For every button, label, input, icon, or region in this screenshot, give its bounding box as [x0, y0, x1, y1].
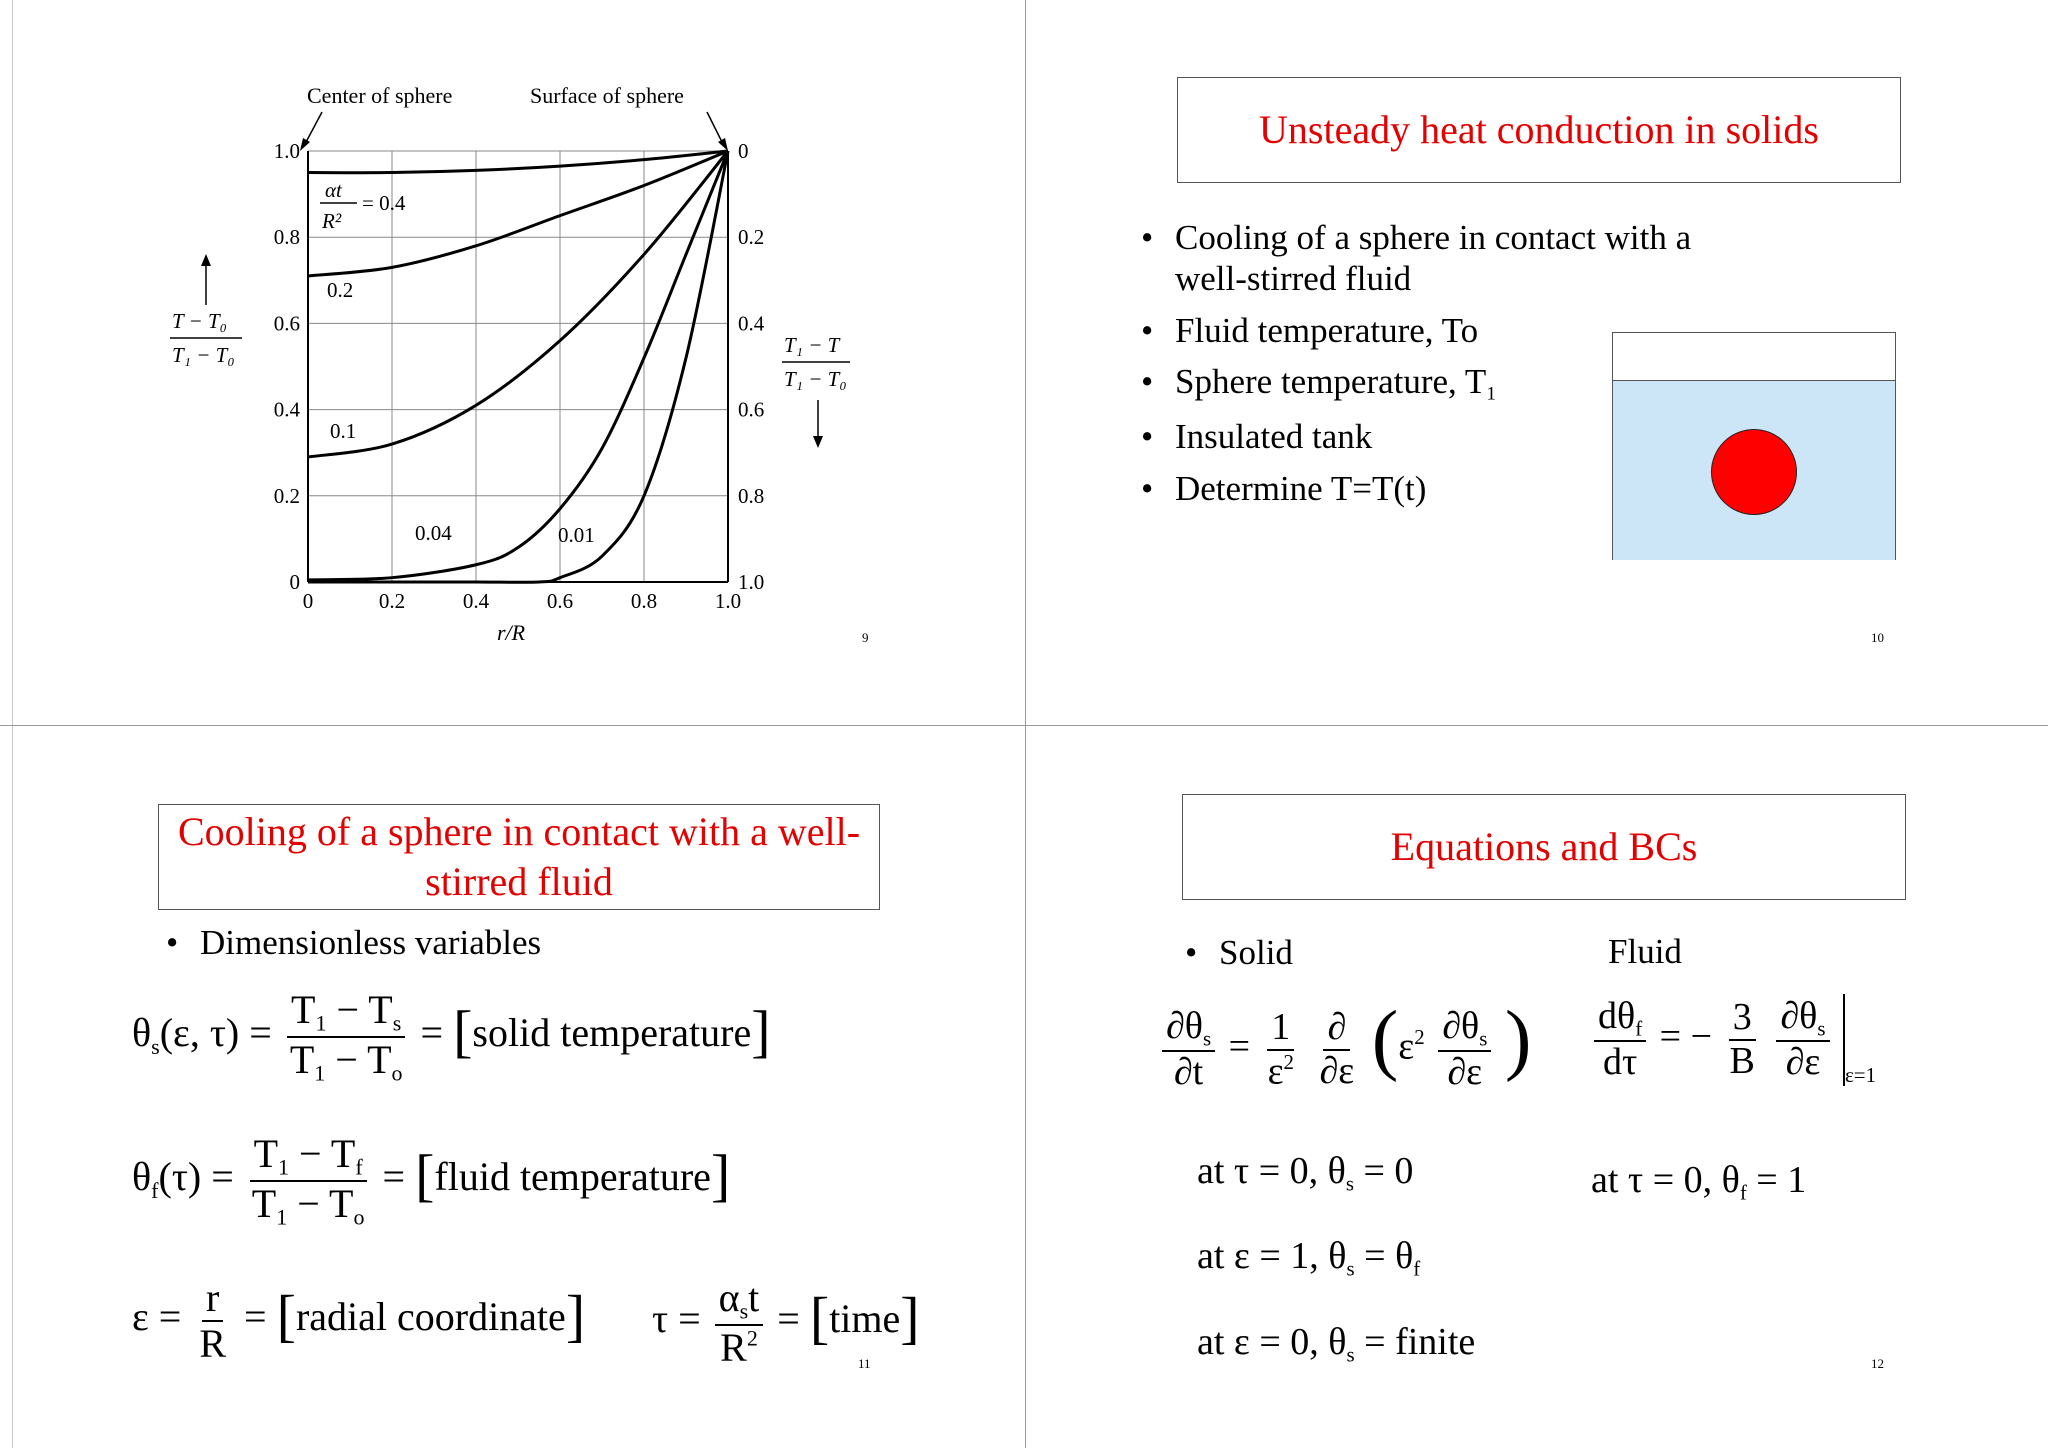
curve-label-0.04: 0.04 — [415, 521, 452, 545]
symbol: T — [253, 1131, 279, 1176]
page-number: 9 — [862, 630, 869, 645]
bullet-list — [166, 922, 766, 973]
bullet-item: • Insulated tank — [1141, 416, 1761, 457]
tau-symbol: τ = — [652, 1296, 701, 1342]
y-tick-label: 0.4 — [273, 397, 300, 422]
equation-fluid-temperature: $\theta_f(\tau)$ = $\frac{T_1 - T_f}{T_1 - T_o}$ = [fluid temperature] — [132, 1131, 731, 1230]
y2-tick-label: 0.6 — [738, 397, 765, 422]
left-axis-label-num: T − T₀ — [172, 309, 227, 333]
fluid-initial-condition: at τ = 0, $\theta_f = 1$ — [1591, 1159, 1807, 1205]
solid-initial-condition: at τ = 0, $\theta_s = 0$ — [1197, 1150, 1414, 1196]
surface-pointer-arrow — [718, 138, 728, 151]
fraction: $\frac{\partial\theta_s}{\partial\varepsilon}$ — [1776, 996, 1829, 1084]
y-tick-label: 0.8 — [273, 225, 300, 250]
fraction: $\frac{\partial\theta_s}{\partial\varepsilon}$ — [1438, 1006, 1491, 1094]
slide-10 — [1025, 0, 2048, 724]
right-axis-arrow-icon — [813, 436, 823, 448]
symbol: − T — [326, 987, 393, 1032]
solid-heat-equation: $\frac{\partial\theta_s}{\partial t}$ = $\frac{1}{\varepsilon^2}$ $\frac{\partial}{\partial\varepsilon}$ ($\varepsilon^2$ $\frac{\partial\theta_s}{\partial\varepsilon}$ ) — [1158, 994, 1531, 1094]
symbol: T — [251, 1180, 277, 1226]
symbol: R — [720, 1324, 747, 1370]
theta-symbol: θ — [132, 1010, 152, 1056]
fraction: $\frac{d\theta_f}{d\tau}$ — [1594, 996, 1646, 1084]
symbol: t — [748, 1275, 760, 1320]
subscript: s — [392, 1010, 402, 1036]
y-tick-label: 0.2 — [273, 483, 300, 508]
subscript: o — [391, 1060, 403, 1086]
symbol: α — [718, 1275, 740, 1320]
curve-label-0.1: 0.1 — [330, 419, 357, 443]
slide-title: Cooling of a sphere in contact with a well-stirred fluid — [158, 804, 880, 910]
equation-time: τ = $\frac{\alpha_st}{R^2}$ = [time] — [652, 1275, 920, 1370]
bullet-text: Sphere temperature, T — [1175, 361, 1487, 401]
fraction — [286, 988, 407, 1086]
theta-symbol: θ — [132, 1154, 152, 1200]
series-line-0.04 — [308, 151, 728, 580]
subscript: s — [739, 1298, 749, 1324]
left-axis-arrow-icon — [201, 254, 211, 266]
right-axis-label-num: T₁ − T — [784, 333, 840, 357]
center-of-sphere-label: Center of sphere — [307, 83, 453, 108]
subscript: 1 — [1486, 383, 1496, 405]
symbol: − T — [287, 1180, 354, 1226]
subscript: 1 — [314, 1060, 326, 1086]
y2-tick-label: 0.4 — [738, 311, 765, 336]
subscript: f — [151, 1177, 159, 1203]
fraction: $\frac{1}{\varepsilon^2}$ — [1267, 1005, 1294, 1093]
y2-tick-label: 0 — [738, 139, 749, 163]
chart-curves — [308, 151, 728, 582]
subscript: 1 — [315, 1010, 327, 1036]
subscript: f — [355, 1154, 363, 1180]
fraction: $\frac{3}{B}$ — [1729, 996, 1755, 1082]
bullet-item: • Determine T=T(t) — [1141, 468, 1761, 509]
equation-radial-coordinate: ε = $\frac{r}{R}$ = [radial coordinate] — [132, 1275, 586, 1366]
sphere-icon — [1711, 429, 1797, 515]
x-tick-label: 1.0 — [714, 589, 742, 613]
symbol: − T — [325, 1036, 392, 1082]
insulated-tank — [1612, 332, 1896, 560]
param-value: = 0.4 — [362, 191, 406, 215]
subscript: s — [151, 1033, 160, 1059]
x-tick-label: 0.6 — [546, 589, 574, 613]
symbol: T — [289, 1036, 315, 1082]
y-tick-label: 1.0 — [273, 139, 300, 163]
subscript: 1 — [278, 1154, 290, 1180]
fluid-heat-equation: $\frac{d\theta_f}{d\tau}$ = − $\frac{3}{B}$ $\frac{\partial\theta_s}{\partial\varepsilon}$ $_{\varepsilon=1}$ — [1590, 994, 1876, 1088]
right-axis-label-den: T₁ − T₀ — [784, 367, 847, 391]
equation-label: solid temperature — [472, 1010, 752, 1056]
slide-title: Equations and BCs — [1182, 794, 1906, 900]
equation-args: (τ) = — [158, 1154, 234, 1200]
y-tick-label: 0 — [289, 570, 300, 594]
page-number: 12 — [1871, 1356, 1884, 1371]
equation-label: fluid temperature — [434, 1154, 711, 1200]
y2-tick-label: 0.8 — [738, 483, 765, 508]
fraction: $\frac{r}{R}$ — [199, 1275, 227, 1366]
curve-label-0.01: 0.01 — [558, 523, 595, 547]
center-pointer-line — [305, 112, 322, 144]
x-tick-label: 0.4 — [462, 589, 490, 613]
series-line-0.01 — [308, 151, 728, 582]
epsilon-symbol: ε = — [132, 1294, 182, 1340]
temperature-profile-chart — [12, 0, 1024, 724]
x-tick-label: 0.8 — [630, 589, 658, 613]
series-line-0.4 — [308, 151, 728, 173]
equation-solid-temperature: $\theta_s(\varepsilon$, τ) = $\frac{T_1 - T_s}{T_1 - T_o}$ = [solid temperature] — [132, 987, 771, 1086]
surface-of-sphere-label: Surface of sphere — [530, 83, 684, 108]
param-numerator: αt — [325, 178, 342, 202]
fraction — [248, 1132, 369, 1230]
left-axis-label-den: T₁ − T₀ — [172, 343, 235, 367]
fraction: $\frac{\partial}{\partial\varepsilon}$ — [1319, 1006, 1355, 1092]
bullet-item: • Dimensionless variables — [166, 922, 766, 963]
subscript: o — [353, 1204, 365, 1230]
subscript: 1 — [276, 1204, 288, 1230]
equation-args: (ε, τ) = — [159, 1010, 272, 1056]
y-tick-label: 0.6 — [273, 311, 300, 336]
surface-pointer-line — [707, 112, 723, 144]
bullet-item: • Fluid temperature, To — [1141, 310, 1761, 351]
chart-axes — [308, 151, 728, 582]
bullet-list — [1185, 932, 1485, 983]
y2-tick-label: 0.2 — [738, 225, 765, 250]
equation-label: radial coordinate — [295, 1294, 566, 1340]
chart-grid — [308, 151, 728, 582]
evaluation-subscript: ε=1 — [1845, 1063, 1877, 1088]
superscript: 2 — [746, 1325, 758, 1351]
curve-label-0.2: 0.2 — [327, 278, 354, 302]
page-number: 11 — [858, 1356, 871, 1371]
slide-9 — [12, 0, 1036, 724]
x-axis-label: r/R — [497, 620, 526, 645]
equation-label: time — [829, 1296, 901, 1342]
symbol: − T — [289, 1131, 356, 1176]
bullet-item: • Cooling of a sphere in contact with a well-stirred fluid — [1141, 217, 1761, 300]
x-tick-label: 0 — [302, 589, 314, 613]
solid-boundary-condition-surface: at ε = 1, $\theta_s = \theta_f$ — [1197, 1235, 1421, 1281]
bullet-item: • Solid — [1185, 932, 1485, 973]
fraction — [715, 1276, 764, 1370]
slide-title: Unsteady heat conduction in solids — [1177, 77, 1901, 183]
solid-boundary-condition-center: at ε = 0, $\theta_s$ = finite — [1197, 1321, 1476, 1367]
x-tick-label: 0.2 — [378, 589, 406, 613]
fraction: $\frac{\partial\theta_s}{\partial t}$ — [1162, 1006, 1215, 1094]
param-denominator: R² — [322, 209, 342, 233]
symbol: T — [291, 987, 316, 1032]
center-pointer-arrow — [300, 138, 310, 151]
slide-11 — [12, 726, 1036, 1450]
slide-12 — [1025, 726, 2048, 1450]
page-number: 10 — [1871, 630, 1884, 645]
fluid-label: Fluid — [1608, 932, 1682, 971]
y2-tick-label: 1.0 — [738, 570, 765, 594]
